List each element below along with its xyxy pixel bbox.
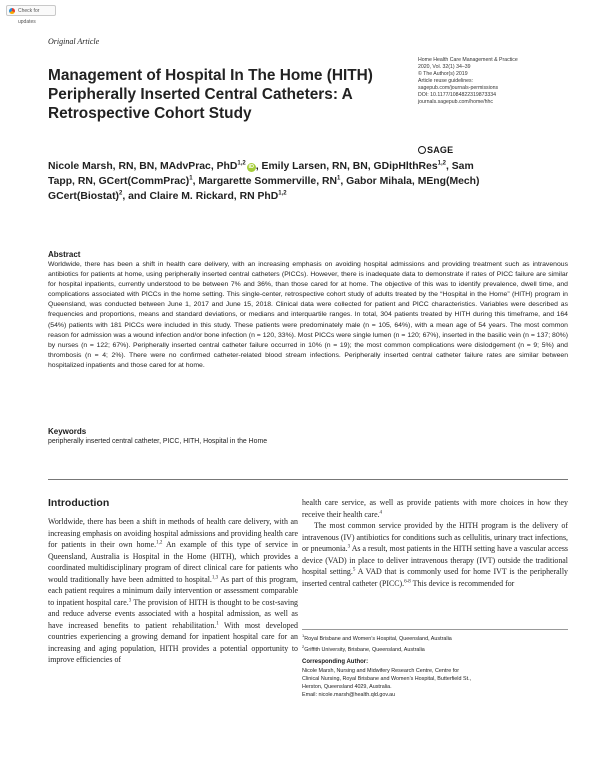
abstract-text: Worldwide, there has been a shift in health care delivery, with an increasing emphasis on avoiding hospital admissions and providing treatment such as intravenous antibiotics for patients at home, using peripherally inserted central catheters (PICCs). However, there is inadequate data to demonstrate if rates of PICC failure are similar for hospital inpatients, currently understood to be between 7% and 36%, than those cared for at home. The objective of this was to identify prevalence, dwell time, and complications associated with PICCs in the home setting. This single-center, retrospective cohort study of adults treated by the “Hospital in the Home” (HITH) program in Queensland, was conducted between June 1, 2017 and June 15, 2018. Clinical data were collected for patient and PICC characteristics. Variables were described as frequencies and proportions, means and standard deviations, or medians and interquartile ranges. In total, 304 patients treated by HITH during this timeframe, and 164 (54%) patients with 181 PICCs were included in this study. These patients were predominately male (n = 105, 64%), with a mean age of 54 years. The most common reason for admission was a wound infection and/or bone infection (n = 120, 33%). Most PICCs were single lumen (n = 120; 67%), inserted in the basilic vein (n = 137; 80%) by nurses (n = 122; 67%). Peripherally inserted central catheter failure occurred in 10% (n = 19); the most common complications were dislodgement (n = 9; 5%) and thrombosis (n = 4; 2%). There were no confirmed catheter-related blood stream infections. Peripherally inserted central catheter failure rates are similar between hospitalized inpatients and those cared for at home. [48,261,568,369]
author-name: Emily Larsen, RN, BN, GDipHlthRes [261,161,438,172]
orcid-icon[interactable]: iD [248,164,254,170]
body-text: An example of this type of service in Queensland, Australia is Hospital in the Home (HITH), which provides a coordinated multidisciplinary program of direct clinical care for patients who would traditionally have been admitted to hospital. [48,540,298,584]
article-title: Management of Hospital In The Home (HITH) Peripherally Inserted Central Catheters: A Retrospective Cohort Study [48,67,373,122]
author-name: Margarette Sommerville, RN [198,176,337,187]
reference-marker: 6-8 [404,578,411,584]
author-name: Sam Tapp, RN, GCert(CommPrac) [48,161,474,187]
abstract-heading: Abstract [48,250,81,259]
body-text: The provision of HITH is thought to be cost-saving and reduce adverse events associated with a hospital admission, as well as have increased benefits to patient rehabilitation. [48,597,298,630]
corresponding-author-line: Email: nicole.marsh@health.qld.gov.au [302,692,396,698]
corresponding-author-line: Clinical Nursing, Royal Brisbane and Women’s Hospital, Butterfield St., [302,676,472,682]
introduction-paragraph [302,497,568,520]
author-name: Gabor Mihala, MEng(Mech) GCert(Biostat) [48,176,480,202]
corresponding-author-line: Herston, Queensland 4029, Australia. [302,684,392,690]
check-for-updates-icon [9,8,15,14]
author-affiliation-marker: 1 [189,175,193,182]
check-for-updates-badge[interactable] [6,5,56,25]
corresponding-author-details [302,667,568,699]
reference-marker: 3 [128,597,132,603]
reference-marker: 1 [216,620,219,626]
author-affiliation-marker: 1,2 [237,160,246,167]
corresponding-author-heading: Corresponding Author: [302,659,369,665]
keywords-heading: Keywords [48,427,87,436]
check-for-updates-label: Check for updates [18,8,40,25]
journal-meta-line[interactable]: journals.sagepub.com/home/hhc [418,99,493,105]
body-text: As a result, most patients in the HITH setting have a vascular access device (VAD) in place to deliver intravenous therapy (IVT) outside the traditional hospital setting. [302,544,568,576]
affiliation-text: Griffith University, Brisbane, Queensland, Australia [304,646,425,653]
publisher-name: SAGE [427,145,454,155]
body-text: The most common service provided by the HITH program is the delivery of intravenous (IV) antibiotics for conditions such as cellulitis, urinary tract infections, or pneumonia. [302,521,568,553]
keywords-text: peripherally inserted central catheter, PICC, HITH, Hospital in the Home [48,438,268,445]
affiliation-number: 1 [302,633,305,638]
affiliation-text: Royal Brisbane and Women’s Hospital, Queensland, Australia [304,635,452,642]
journal-meta-line: DOI: 10.1177/1084822319873334 [418,92,497,98]
journal-meta-line[interactable]: sagepub.com/journals-permissions [418,85,499,91]
reference-marker: 3 [347,544,351,550]
reference-marker: 1,2 [156,540,163,546]
corresponding-author-line: Nicole Marsh, Nursing and Midwifery Research Centre, Centre for [302,668,459,674]
author-affiliation-marker: 1,2 [437,160,446,167]
introduction-right-column [302,497,568,589]
introduction-paragraph [48,516,298,666]
body-text: A VAD that is commonly used for home IVT is the peripherally inserted central catheter (PICC). [302,567,568,588]
section-label: Original Article [48,37,100,46]
journal-meta-line: Home Health Care Management & Practice [418,57,518,63]
journal-meta-line: © The Author(s) 2019 [418,71,468,77]
author-affiliation-marker: 1,2 [278,190,287,197]
reference-marker: 4 [379,509,383,515]
affiliations [302,632,568,654]
publisher-logo [418,145,453,155]
body-text: health care service, as well as provide patients with more choices in how they receive their health care. [302,498,568,519]
author-list: Nicole Marsh, RN, BN, MAdvPrac, PhD$^{1,2}$iD , Emily Larsen, RN, BN, GDipHlthRes$^{1,2}$, Sam Tapp, RN, GCert(CommPrac)$^1$, Margarette Sommerville, $RN^1$, Gabor Mihala, MEng(Mech) GCert(Biostat)$^2$, and Claire M. Rickard, RN PhD$^{1,2}$ [48,160,480,202]
reference-marker: 5 [352,567,356,573]
author-affiliation-marker: 2 [119,190,123,197]
section-divider [48,479,568,480]
body-text: Worldwide, there has been a shift in methods of health care delivery, with an increasing emphasis on avoiding hospital admissions and providing health care for patients in their own home. [48,517,298,549]
affiliation-number: 2 [302,643,305,649]
author-affiliation-marker: 1 [336,175,341,182]
sage-logo-icon [418,146,426,154]
journal-metadata [418,57,568,106]
affiliation-line [302,643,568,654]
footnote-divider [302,629,568,630]
introduction-left-column [48,516,298,666]
reference-marker: 1,3 [211,574,219,580]
body-text: This device is recommended for [410,578,515,588]
author-name: Nicole Marsh, RN, BN, MAdvPrac, PhD [48,161,238,172]
introduction-paragraph [302,520,568,589]
journal-meta-line: 2020, Vol. 32(1) 34–39 [418,64,471,70]
body-text: With most developed countries experiencing a growing demand for inpatient hospital care for an increasing and aging population, HITH provides a potential opportunity to improve efficiencies of [48,620,298,664]
author-name: Claire M. Rickard, RN PhD [149,191,279,202]
introduction-heading: Introduction [48,497,110,509]
affiliation-line [302,632,568,643]
journal-meta-line: Article reuse guidelines: [418,78,474,84]
body-text: As part of this program, each patient requires a minimum daily intervention or assessment comparable to inpatient hospital care. [48,574,298,607]
